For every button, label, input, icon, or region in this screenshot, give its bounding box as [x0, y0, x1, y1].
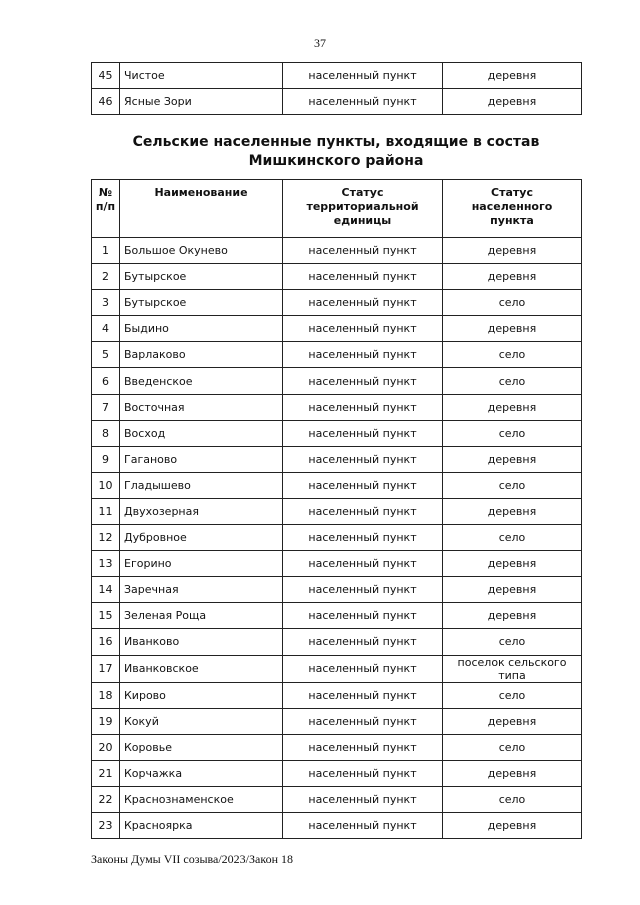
table-row — [92, 577, 582, 603]
cell-type: деревня — [443, 446, 582, 472]
table-row — [92, 655, 582, 682]
cell-status: населенный пункт — [283, 290, 443, 316]
footer-reference: Законы Думы VII созыва/2023/Закон 18 — [91, 852, 293, 866]
table-row — [92, 551, 582, 577]
cell-status: населенный пункт — [283, 629, 443, 655]
section-title-line-1: Сельские населенные пункты, входящие в состав — [132, 134, 540, 150]
cell-name: Чистое — [120, 63, 283, 89]
cell-status: населенный пункт — [283, 603, 443, 629]
header-type-line: населенного — [471, 200, 553, 213]
cell-status: населенный пункт — [283, 655, 443, 682]
header-type-line: Статус — [491, 186, 533, 199]
cell-number: 8 — [92, 420, 120, 446]
cell-name: Быдино — [120, 316, 283, 342]
header-status-line: Статус — [341, 186, 384, 199]
cell-type: деревня — [443, 708, 582, 734]
cell-type: деревня — [443, 316, 582, 342]
cell-name: Краснознаменское — [120, 786, 283, 812]
cell-status: населенный пункт — [283, 551, 443, 577]
table-row — [92, 342, 582, 368]
cell-type: деревня — [443, 812, 582, 838]
cell-type: деревня — [443, 264, 582, 290]
cell-name: Бутырское — [120, 290, 283, 316]
cell-number: 5 — [92, 342, 120, 368]
header-num-line: п/п — [95, 200, 116, 213]
cell-type: село — [443, 420, 582, 446]
table-row — [92, 498, 582, 524]
table-row — [92, 629, 582, 655]
header-status-line: единицы — [333, 214, 392, 227]
cell-type: деревня — [443, 760, 582, 786]
table-row — [92, 734, 582, 760]
cell-name: Красноярка — [120, 812, 283, 838]
cell-status: населенный пункт — [283, 264, 443, 290]
table-row — [92, 708, 582, 734]
cell-type: село — [443, 682, 582, 708]
cell-name: Коровье — [120, 734, 283, 760]
continued-table — [91, 62, 582, 115]
table-row — [92, 63, 582, 89]
cell-type: деревня — [443, 577, 582, 603]
page-number: 37 — [314, 36, 326, 50]
table-row — [92, 525, 582, 551]
cell-name: Дубровное — [120, 525, 283, 551]
cell-name: Большое Окунево — [120, 238, 283, 264]
cell-type: деревня — [443, 394, 582, 420]
cell-number: 17 — [92, 655, 120, 682]
table-row — [92, 290, 582, 316]
cell-number: 45 — [92, 63, 120, 89]
cell-status: населенный пункт — [283, 368, 443, 394]
cell-name: Восточная — [120, 394, 283, 420]
cell-status: населенный пункт — [283, 734, 443, 760]
header-name — [120, 180, 283, 238]
cell-status: населенный пункт — [283, 342, 443, 368]
cell-name: Корчажка — [120, 760, 283, 786]
cell-status: населенный пункт — [283, 316, 443, 342]
cell-number: 12 — [92, 525, 120, 551]
cell-number: 20 — [92, 734, 120, 760]
cell-number: 1 — [92, 238, 120, 264]
header-num — [92, 180, 120, 238]
cell-status: населенный пункт — [283, 786, 443, 812]
cell-status: населенный пункт — [283, 760, 443, 786]
cell-name: Заречная — [120, 577, 283, 603]
cell-name: Кирово — [120, 682, 283, 708]
cell-status: населенный пункт — [283, 89, 443, 115]
cell-number: 9 — [92, 446, 120, 472]
table-row — [92, 786, 582, 812]
cell-type: село — [443, 786, 582, 812]
table-header-row — [92, 180, 582, 238]
cell-name: Иванковское — [120, 655, 283, 682]
cell-name: Гладышево — [120, 472, 283, 498]
cell-number: 2 — [92, 264, 120, 290]
header-num-line: № — [98, 186, 113, 199]
cell-type: село — [443, 368, 582, 394]
cell-number: 11 — [92, 498, 120, 524]
cell-number: 10 — [92, 472, 120, 498]
table-row — [92, 368, 582, 394]
cell-type: село — [443, 629, 582, 655]
cell-number: 23 — [92, 812, 120, 838]
cell-name: Двухозерная — [120, 498, 283, 524]
cell-type: село — [443, 290, 582, 316]
cell-number: 4 — [92, 316, 120, 342]
cell-name: Иванково — [120, 629, 283, 655]
cell-status: населенный пункт — [283, 577, 443, 603]
cell-type: деревня — [443, 551, 582, 577]
cell-status: населенный пункт — [283, 525, 443, 551]
section-title — [91, 133, 581, 171]
cell-name: Егорино — [120, 551, 283, 577]
cell-number: 7 — [92, 394, 120, 420]
cell-type: деревня — [443, 89, 582, 115]
cell-status: населенный пункт — [283, 812, 443, 838]
section-title-line-2: Мишкинского района — [248, 153, 424, 169]
cell-type: поселок сельского типа — [443, 655, 582, 682]
cell-name: Кокуй — [120, 708, 283, 734]
cell-number: 16 — [92, 629, 120, 655]
cell-name: Бутырское — [120, 264, 283, 290]
cell-name: Восход — [120, 420, 283, 446]
cell-name: Ясные Зори — [120, 89, 283, 115]
cell-type: село — [443, 342, 582, 368]
cell-type: село — [443, 734, 582, 760]
table-row — [92, 89, 582, 115]
cell-number: 21 — [92, 760, 120, 786]
cell-type: село — [443, 525, 582, 551]
cell-status: населенный пункт — [283, 682, 443, 708]
cell-status: населенный пункт — [283, 498, 443, 524]
cell-number: 6 — [92, 368, 120, 394]
cell-number: 14 — [92, 577, 120, 603]
table-row — [92, 603, 582, 629]
cell-type: село — [443, 472, 582, 498]
cell-number: 46 — [92, 89, 120, 115]
table-row — [92, 472, 582, 498]
cell-type: деревня — [443, 238, 582, 264]
table-row — [92, 682, 582, 708]
cell-number: 3 — [92, 290, 120, 316]
cell-status: населенный пункт — [283, 420, 443, 446]
cell-status: населенный пункт — [283, 446, 443, 472]
cell-number: 22 — [92, 786, 120, 812]
cell-type: деревня — [443, 603, 582, 629]
cell-number: 13 — [92, 551, 120, 577]
cell-name: Варлаково — [120, 342, 283, 368]
cell-number: 18 — [92, 682, 120, 708]
table-row — [92, 760, 582, 786]
cell-name: Введенское — [120, 368, 283, 394]
header-type-line: пункта — [490, 214, 534, 227]
cell-name: Зеленая Роща — [120, 603, 283, 629]
cell-status: населенный пункт — [283, 63, 443, 89]
table-row — [92, 238, 582, 264]
table-row — [92, 264, 582, 290]
cell-status: населенный пункт — [283, 394, 443, 420]
cell-status: населенный пункт — [283, 472, 443, 498]
cell-type: деревня — [443, 63, 582, 89]
cell-status: населенный пункт — [283, 238, 443, 264]
header-type — [443, 180, 582, 238]
table-row — [92, 420, 582, 446]
settlements-table — [91, 179, 582, 839]
cell-name: Гаганово — [120, 446, 283, 472]
table-row — [92, 316, 582, 342]
cell-type: деревня — [443, 498, 582, 524]
table-row — [92, 394, 582, 420]
header-status — [283, 180, 443, 238]
cell-number: 19 — [92, 708, 120, 734]
cell-number: 15 — [92, 603, 120, 629]
table-row — [92, 446, 582, 472]
header-status-line: территориальной — [306, 200, 419, 213]
table-row — [92, 812, 582, 838]
cell-status: населенный пункт — [283, 708, 443, 734]
header-name-line: Наименование — [154, 186, 248, 199]
